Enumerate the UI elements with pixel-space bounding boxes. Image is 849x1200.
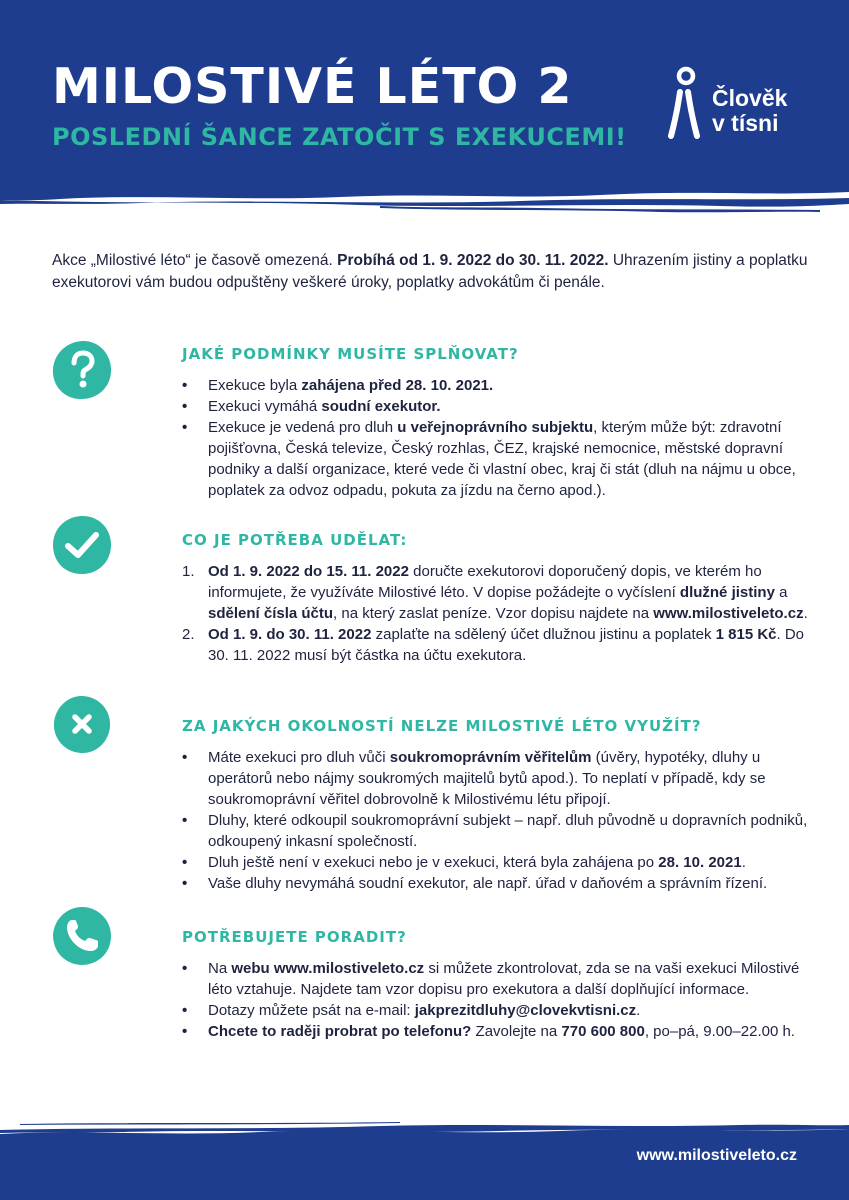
section-title: POTŘEBUJETE PORADIT? <box>182 928 407 946</box>
person-logo-icon <box>666 66 706 142</box>
header-banner <box>0 0 849 215</box>
question-mark-icon <box>50 338 114 402</box>
list-item: • Na webu www.milostiveleto.cz si můžete zkontrolovat, zda se na vaši exekuci Milostivé léto vztahuje. Najdete tam vzor dopisu pro exekutora a další doplňující informace. <box>182 958 822 1000</box>
list-item: • Exekuce je vedená pro dluh u veřejnoprávního subjektu, kterým může být: zdravotní pojišťovna, Česká televize, Český rozhlas, ČEZ, krajské nemocnice, městské dopravní podniky a další organizace, které vede či vlastní obec, kraj či stát (dluh na nájmu u obce, poplatek za odvoz odpadu, pokuta za jízdu na černo apod.). <box>182 417 822 501</box>
footer-website-link[interactable]: www.milostiveleto.cz <box>636 1147 797 1164</box>
list-item: • Máte exekuci pro dluh vůči soukromoprávním věřitelům (úvěry, hypotéky, dluhy u operátorů nebo nájmy soukromých majitelů bytů apod.). To neplatí v případě, kdy se soukromoprávní věřitel dobrovolně k Milostivému létu připojí. <box>182 747 822 810</box>
section-title: JAKÉ PODMÍNKY MUSÍTE SPLŇOVAT? <box>182 345 519 363</box>
conditions-list <box>182 375 822 501</box>
phone-number[interactable]: 770 600 800 <box>561 1023 645 1040</box>
help-list <box>182 958 822 1042</box>
list-item: • Chcete to raději probrat po telefonu? Zavolejte na 770 600 800, po–pá, 9.00–22.00 h. <box>182 1021 822 1042</box>
intro-dates: Probíhá od 1. 9. 2022 do 30. 11. 2022. <box>337 252 609 269</box>
intro-text: Akce „Milostivé léto“ je časově omezená. <box>52 252 338 269</box>
checkmark-icon <box>50 513 114 577</box>
logo-line-2: v tísni <box>712 110 779 136</box>
intro-paragraph <box>52 250 812 294</box>
list-item: • Vaše dluhy nevymáhá soudní exekutor, ale např. úřad v daňovém a správním řízení. <box>182 873 822 894</box>
list-item: • Exekuci vymáhá soudní exekutor. <box>182 396 822 417</box>
page-subtitle: POSLEDNÍ ŠANCE ZATOČIT S EXEKUCEMI! <box>52 123 627 151</box>
intro-text-2: Uhrazením jistiny a poplatku exekutorovi vám budou odpuštěny veškeré úroky, poplatky advokátům či penále. <box>52 252 808 291</box>
list-item: • Dotazy můžete psát na e-mail: jakprezitdluhy@clovekvtisni.cz. <box>182 1000 822 1021</box>
list-item: • Dluh ještě není v exekuci nebo je v exekuci, která byla zahájena po 28. 10. 2021. <box>182 852 822 873</box>
phone-icon <box>50 904 114 968</box>
website-link[interactable]: webu www.milostiveleto.cz <box>231 960 425 977</box>
exclusions-list <box>182 747 822 894</box>
section-title: ZA JAKÝCH OKOLNOSTÍ NELZE MILOSTIVÉ LÉTO VYUŽÍT? <box>182 717 702 735</box>
cross-icon <box>50 693 114 757</box>
steps-list <box>182 561 822 666</box>
logo-text <box>712 86 787 136</box>
organization-logo <box>666 66 806 142</box>
list-item: • Exekuce byla zahájena před 28. 10. 2021. <box>182 375 822 396</box>
email-link[interactable]: jakprezitdluhy@clovekvtisni.cz <box>414 1002 637 1019</box>
list-item: 1. Od 1. 9. 2022 do 15. 11. 2022 doručte exekutorovi doporučený dopis, ve kterém ho informujete, že využíváte Milostivé léto. V dopise požádejte o vyčíslení dlužné jistiny a sdělení čísla účtu, na který zaslat peníze. Vzor dopisu najdete na www.milostiveleto.cz. <box>182 563 808 622</box>
list-item: • Dluhy, které odkoupil soukromoprávní subjekt – např. dluh původně u dopravních podniků, odkoupený inkasní společností. <box>182 810 822 852</box>
logo-line-1: Člověk <box>712 85 788 111</box>
section-title: CO JE POTŘEBA UDĚLAT: <box>182 531 408 549</box>
list-item: 2. Od 1. 9. do 30. 11. 2022 zaplaťte na sdělený účet dlužnou jistinu a poplatek 1 815 Kč. Do 30. 11. 2022 musí být částka na účtu exekutora. <box>182 626 805 664</box>
page-title: MILOSTIVÉ LÉTO 2 <box>52 58 573 115</box>
